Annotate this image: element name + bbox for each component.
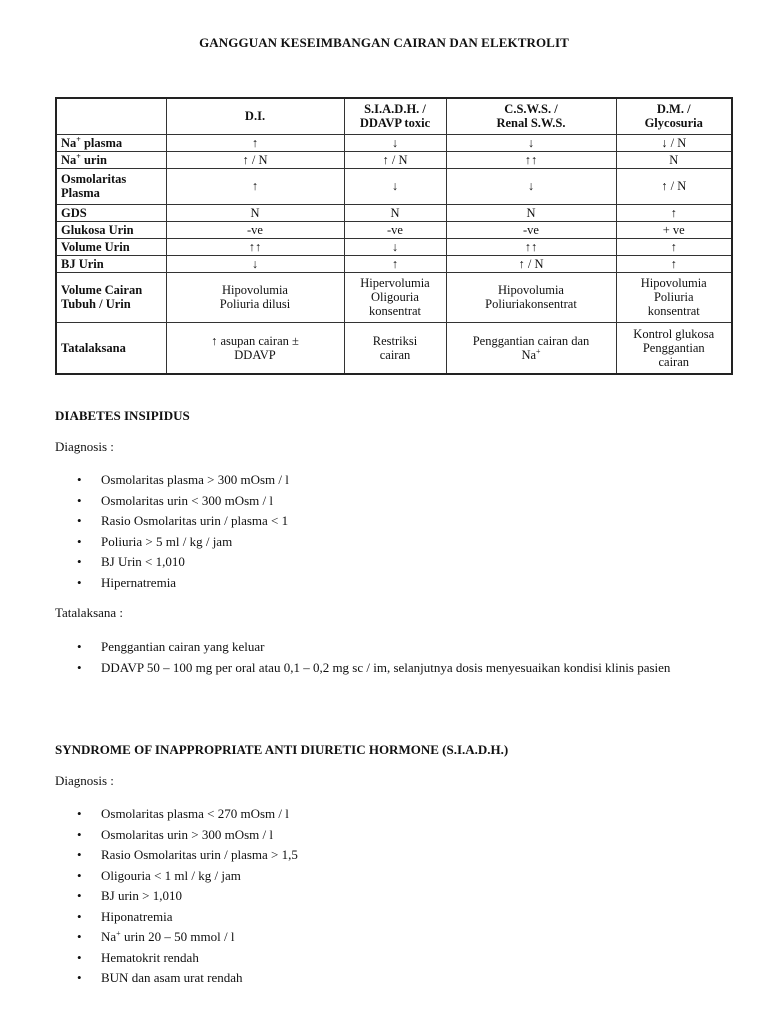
cell: ↑↑	[166, 238, 344, 255]
list-item: • BUN dan asam urat rendah	[55, 968, 715, 989]
cell: ↓	[166, 255, 344, 272]
cell: Penggantian cairan dan Na+	[446, 322, 616, 374]
table-row	[56, 255, 732, 272]
cell: ↓	[344, 134, 446, 151]
list-item: • Osmolaritas urin < 300 mOsm / l	[55, 491, 715, 512]
di-diagnosis-label: Diagnosis :	[55, 439, 114, 454]
cell: ↑ / N	[616, 168, 732, 204]
cell: -ve	[344, 221, 446, 238]
cell: ↑	[616, 238, 732, 255]
cell: ↑	[344, 255, 446, 272]
table-row	[56, 322, 732, 374]
cell: Hipovolumia Poliuriakonsentrat	[446, 272, 616, 322]
table-row	[56, 221, 732, 238]
list-item: • Osmolaritas plasma > 300 mOsm / l	[55, 470, 715, 491]
cell: -ve	[166, 221, 344, 238]
cell: ↑↑	[446, 238, 616, 255]
header-dm: D.M. / Glycosuria	[616, 98, 732, 134]
cell: N	[616, 151, 732, 168]
cell: ↑ asupan cairan ± DDAVP	[166, 322, 344, 374]
table-header-row	[56, 98, 732, 134]
list-item: • Osmolaritas urin > 300 mOsm / l	[55, 825, 715, 846]
row-label-bj-urin: BJ Urin	[56, 255, 166, 272]
cell: ↑	[616, 204, 732, 221]
cell: N	[344, 204, 446, 221]
table-row	[56, 204, 732, 221]
cell: ↓	[446, 134, 616, 151]
header-csws: C.S.W.S. / Renal S.W.S.	[446, 98, 616, 134]
row-label-na-urin: Na+ urin	[56, 151, 166, 168]
list-item: • Poliuria > 5 ml / kg / jam	[55, 532, 715, 553]
section-heading-siadh: SYNDROME OF INAPPROPRIATE ANTI DIURETIC HORMONE (S.I.A.D.H.)	[55, 742, 509, 757]
list-item: • Osmolaritas plasma < 270 mOsm / l	[55, 804, 715, 825]
list-item: • Penggantian cairan yang keluar	[55, 637, 715, 658]
di-treatment-label: Tatalaksana :	[55, 605, 124, 620]
cell: ↑ / N	[344, 151, 446, 168]
list-item: • BJ Urin < 1,010	[55, 552, 715, 573]
cell: Hipovolumia Poliuria dilusi	[166, 272, 344, 322]
cell: ↑ / N	[446, 255, 616, 272]
list-item: • BJ urin > 1,010	[55, 886, 715, 907]
list-item: • Rasio Osmolaritas urin / plasma < 1	[55, 511, 715, 532]
row-label-volume-urin: Volume Urin	[56, 238, 166, 255]
cell: ↑	[616, 255, 732, 272]
list-item: • Hematokrit rendah	[55, 948, 715, 969]
cell: Hipovolumia Poliuria konsentrat	[616, 272, 732, 322]
cell: N	[446, 204, 616, 221]
row-label-glukosa-urin: Glukosa Urin	[56, 221, 166, 238]
header-di: D.I.	[166, 98, 344, 134]
siadh-diagnosis-list	[55, 804, 715, 989]
cell: ↓ / N	[616, 134, 732, 151]
cell: + ve	[616, 221, 732, 238]
cell: N	[166, 204, 344, 221]
row-label-tatalaksana: Tatalaksana	[56, 322, 166, 374]
list-item: • Hipernatremia	[55, 573, 715, 594]
table-row	[56, 272, 732, 322]
cell: Kontrol glukosa Penggantian cairan	[616, 322, 732, 374]
cell: -ve	[446, 221, 616, 238]
row-label-gds: GDS	[56, 204, 166, 221]
section-heading-di: DIABETES INSIPIDUS	[55, 408, 190, 423]
table-row	[56, 238, 732, 255]
comparison-table	[55, 97, 733, 375]
cell: Hipervolumia Oligouria konsentrat	[344, 272, 446, 322]
table-row	[56, 134, 732, 151]
di-diagnosis-list	[55, 470, 715, 593]
cell: Restriksi cairan	[344, 322, 446, 374]
cell: ↓	[446, 168, 616, 204]
page-title: GANGGUAN KESEIMBANGAN CAIRAN DAN ELEKTROLIT	[199, 35, 569, 50]
cell: ↑↑	[446, 151, 616, 168]
table-row	[56, 151, 732, 168]
list-item: • DDAVP 50 – 100 mg per oral atau 0,1 – 0,2 mg sc / im, selanjutnya dosis menyesuaikan kondisi klinis pasien	[55, 658, 715, 679]
siadh-diagnosis-label: Diagnosis :	[55, 773, 114, 788]
cell: ↑	[166, 134, 344, 151]
cell: ↑ / N	[166, 151, 344, 168]
row-label-osmolaritas-plasma: Osmolaritas Plasma	[56, 168, 166, 204]
row-label-na-plasma: Na+ plasma	[56, 134, 166, 151]
row-label-volume-cairan: Volume Cairan Tubuh / Urin	[56, 272, 166, 322]
di-treatment-list	[55, 637, 715, 678]
cell: ↑	[166, 168, 344, 204]
list-item: • Rasio Osmolaritas urin / plasma > 1,5	[55, 845, 715, 866]
cell: ↓	[344, 168, 446, 204]
header-siadh: S.I.A.D.H. / DDAVP toxic	[344, 98, 446, 134]
cell: ↓	[344, 238, 446, 255]
list-item: • Hiponatremia	[55, 907, 715, 928]
list-item: • Oligouria < 1 ml / kg / jam	[55, 866, 715, 887]
table-corner-cell	[56, 98, 166, 134]
list-item: • Na+ urin 20 – 50 mmol / l	[55, 927, 715, 948]
table-row	[56, 168, 732, 204]
